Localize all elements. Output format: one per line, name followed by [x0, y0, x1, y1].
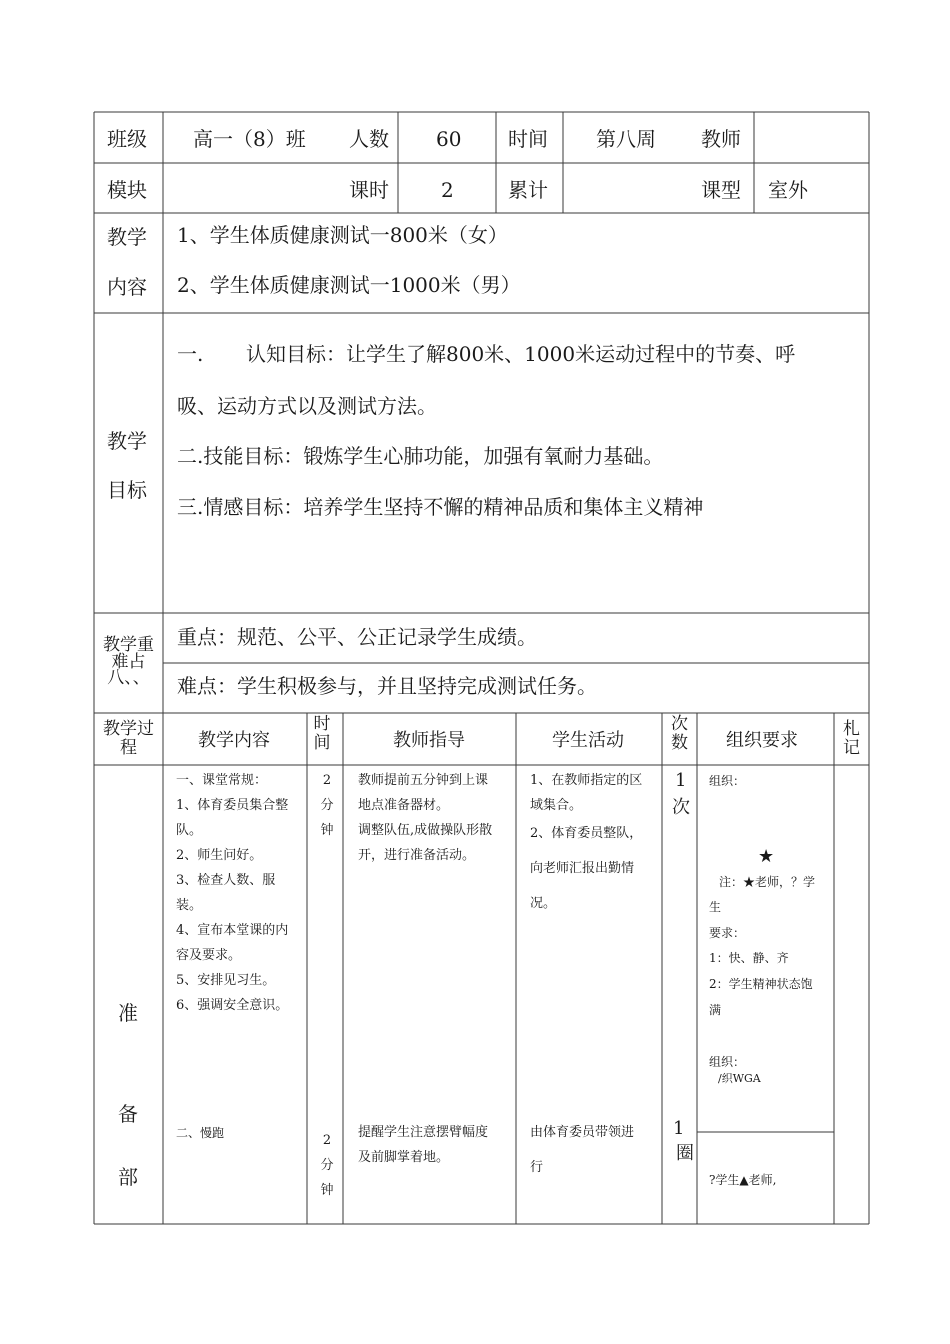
time-header-1: 时 [313, 714, 331, 734]
class-value: 高一（8）班 [193, 127, 306, 151]
times-header [664, 715, 695, 753]
prep-teacher-line: 开，进行准备活动。 [358, 848, 476, 863]
stage-header [96, 720, 161, 758]
notes-header-1: 札 [843, 719, 860, 739]
req-1: 1：快、静、齐 [709, 951, 789, 965]
teacher-label: 教师 [701, 127, 741, 151]
content-header: 教学内容 [198, 730, 270, 751]
prep-stage-1: 准 [118, 1001, 138, 1025]
prep-content-line: 1、体育委员集合整 [176, 798, 289, 813]
org-label-2: 组织： [709, 1055, 746, 1069]
count-label: 人数 [349, 127, 389, 151]
content-label-1: 教学 [107, 225, 147, 249]
goals-label-2: 目标 [107, 478, 147, 502]
prep-content-line: 5、安排见习生。 [176, 973, 276, 988]
key-points-label [96, 636, 161, 687]
org-code: /织WGA [718, 1072, 761, 1085]
req-label: 要求： [709, 926, 746, 940]
hours-value: 2 [441, 178, 454, 202]
prep-student-line: 2、体育委员整队， [530, 826, 643, 841]
content-line-2: 2、学生体质健康测试一1000米（男） [177, 273, 521, 297]
org-2: ?学生▲老师, [709, 1173, 777, 1187]
prep-content-line: 3、检查人数、服 [176, 873, 276, 888]
prep-time-2 [316, 1128, 338, 1203]
prep-time-1 [316, 768, 338, 843]
module-label: 模块 [107, 178, 147, 202]
count-value: 60 [436, 127, 462, 151]
prep-count-2-num: 1 [673, 1118, 685, 1139]
prep-student-line: 域集合。 [530, 798, 583, 813]
prep-teacher-line: 地点准备器材。 [358, 798, 450, 813]
req-2a: 2：学生精神状态饱 [709, 977, 813, 991]
time-digit: 2 [322, 773, 332, 788]
prep-content-line: 一、课堂常规： [176, 773, 268, 788]
time-label: 时间 [508, 127, 548, 151]
prep-teacher-2-line: 及前脚掌着地。 [358, 1150, 450, 1165]
org-note-a: 注：★老师，？学 [719, 875, 816, 889]
prep-content-line: 装。 [176, 898, 203, 913]
notes-header-2: 记 [843, 738, 860, 758]
prep-student-line: 向老师汇报出勤情 [530, 861, 635, 876]
prep-teacher-line: 调整队伍,成做操队形散 [358, 823, 493, 838]
prep-count-1-num: 1 [675, 770, 687, 791]
prep-student-line: 1、在教师指定的区 [530, 773, 643, 788]
notes-header [836, 720, 867, 758]
time-unit: 分 [320, 798, 334, 813]
times-header-1: 次 [671, 714, 688, 734]
prep-content-line: 4、宣布本堂课的内 [176, 923, 289, 938]
goals-label-1: 教学 [107, 429, 147, 453]
times-header-2: 数 [671, 733, 688, 753]
prep-count-1-unit: 次 [672, 797, 690, 818]
prep-student-2-line: 行 [530, 1160, 544, 1175]
goal-1-b: 吸、运动方式以及测试方法。 [177, 394, 437, 418]
org-note-b: 生 [709, 900, 722, 914]
prep-content-2: 二、慢跑 [176, 1126, 225, 1140]
content-label-2: 内容 [107, 275, 147, 299]
content-line-1: 1、学生体质健康测试一800米（女） [177, 223, 508, 247]
prep-student-2-line: 由体育委员带领进 [530, 1125, 635, 1140]
goal-1-num: 一. [177, 342, 204, 366]
prep-teacher-2-line: 提醒学生注意摆臂幅度 [358, 1125, 489, 1140]
prep-student-line: 况。 [530, 896, 557, 911]
prep-teacher-line: 教师提前五分钟到上课 [358, 773, 489, 788]
type-value: 室外 [768, 178, 808, 202]
time-unit: 钟 [320, 823, 334, 838]
prep-count-2-unit: 圈 [676, 1143, 694, 1164]
goal-3: 三.情感目标：培养学生坚持不懈的精神品质和集体主义精神 [177, 495, 704, 519]
prep-content-line: 2、师生问好。 [176, 848, 263, 863]
organization-header: 组织要求 [726, 730, 798, 751]
teacher-star-icon: ★ [758, 846, 775, 867]
req-2b: 满 [709, 1003, 722, 1017]
teacher-guide-header: 教师指导 [393, 730, 465, 751]
stage-header-2: 程 [120, 738, 137, 758]
key-points-label-2: 难占 [111, 652, 146, 672]
stage-header-1: 教学过 [103, 719, 154, 739]
time-header-2: 间 [313, 733, 331, 753]
prep-content-list [176, 768, 304, 1018]
time-unit: 钟 [320, 1183, 334, 1198]
prep-teacher-2 [358, 1120, 514, 1170]
key-points-label-3: 八、、 [107, 668, 150, 688]
key-points-label-1: 教学重 [103, 635, 154, 655]
org-label: 组织： [709, 774, 746, 788]
time-unit: 分 [320, 1158, 334, 1173]
key-point: 重点：规范、公平、公正记录学生成绩。 [177, 625, 537, 649]
time-digit: 2 [322, 1133, 332, 1148]
prep-student-list [530, 768, 660, 916]
cumulative-label: 累计 [508, 178, 548, 202]
prep-teacher-list [358, 768, 514, 868]
time-value: 第八周 [596, 127, 656, 151]
prep-student-2 [530, 1120, 660, 1180]
time-header [307, 715, 337, 753]
prep-stage-3: 部 [118, 1165, 138, 1189]
class-label: 班级 [107, 127, 147, 151]
difficult-point: 难点：学生积极参与，并且坚持完成测试任务。 [177, 674, 597, 698]
student-activity-header: 学生活动 [552, 730, 624, 751]
hours-label: 课时 [349, 178, 389, 202]
prep-content-line: 容及要求。 [176, 948, 242, 963]
prep-stage-2: 备 [118, 1102, 138, 1126]
prep-content-line: 队。 [176, 823, 203, 838]
goal-1-a: 认知目标：让学生了解800米、1000米运动过程中的节奏、呼 [246, 342, 796, 366]
goal-2: 二.技能目标：锻炼学生心肺功能，加强有氧耐力基础。 [177, 444, 664, 468]
type-label: 课型 [701, 178, 741, 202]
prep-content-line: 6、强调安全意识。 [176, 998, 289, 1013]
